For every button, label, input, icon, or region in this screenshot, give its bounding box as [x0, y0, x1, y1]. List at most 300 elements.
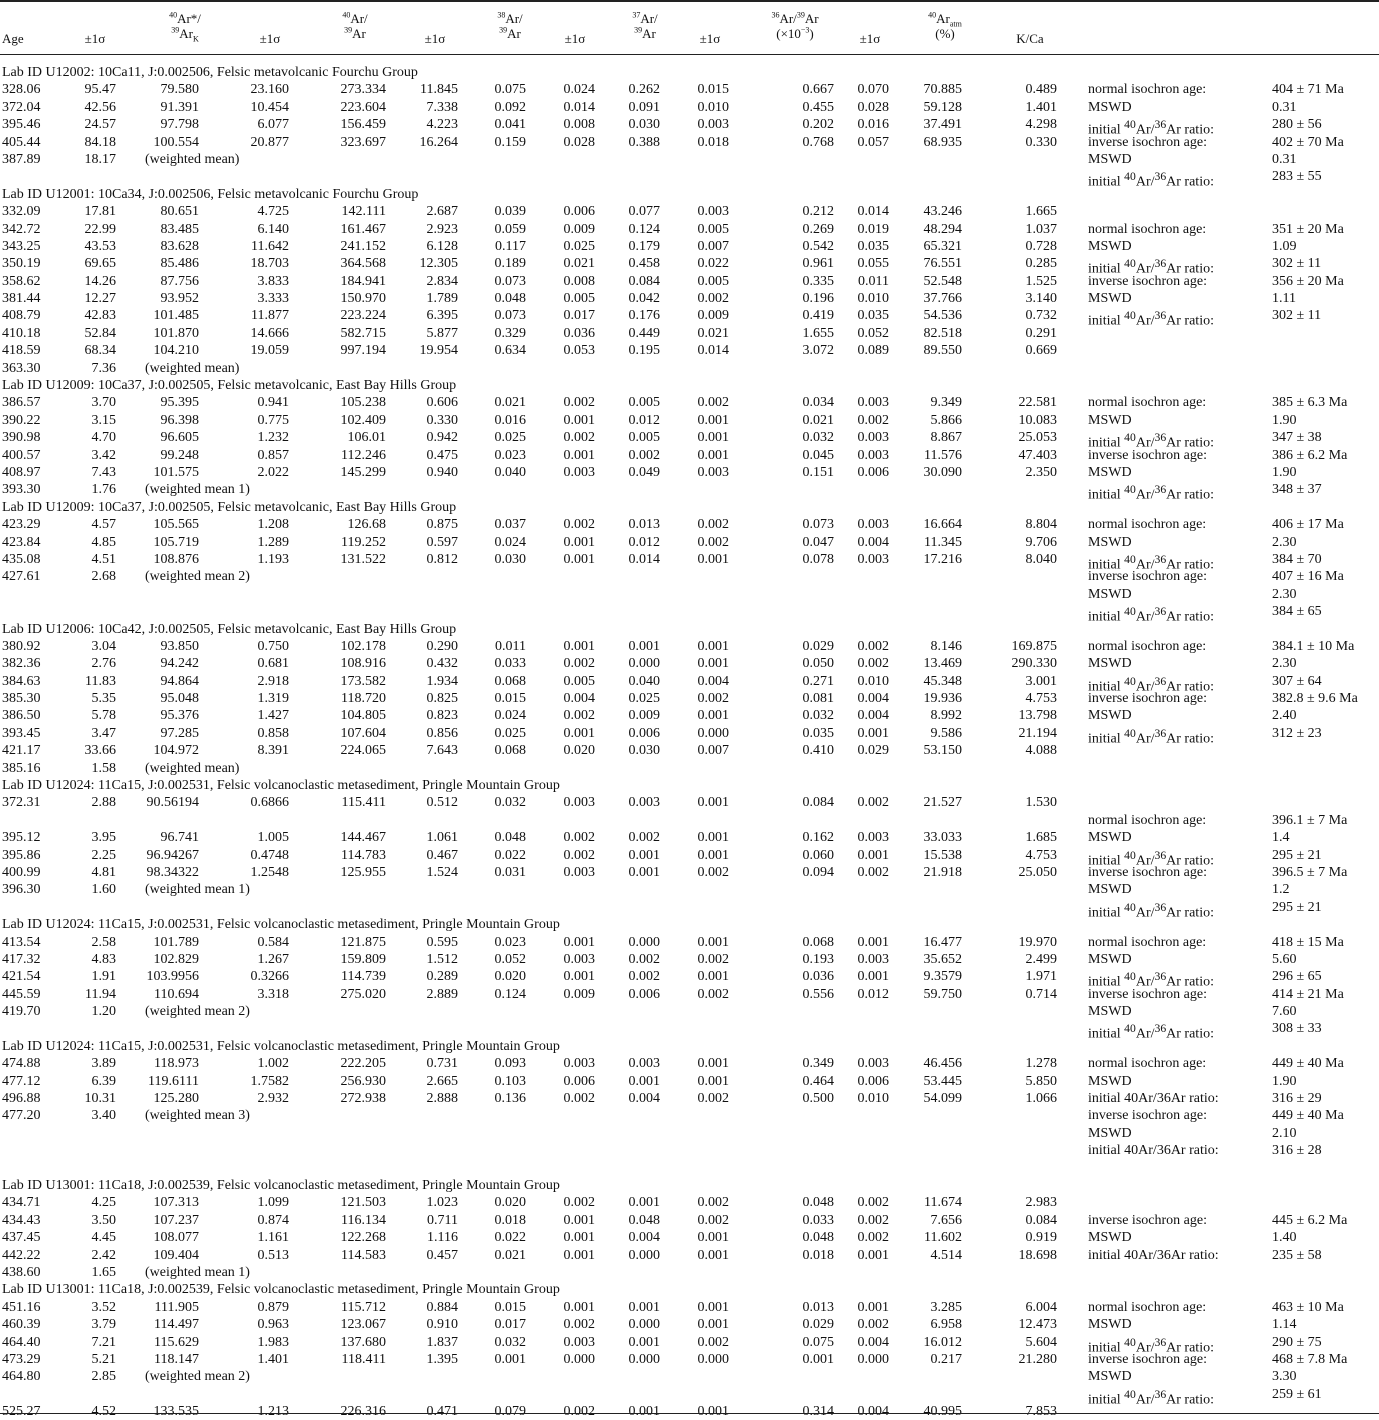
weighted-mean-row: [0, 151, 1379, 168]
value-cell: 5.877: [426, 325, 458, 341]
value-cell: 4.298: [1025, 117, 1057, 133]
value-cell: 6.004: [1025, 1299, 1057, 1315]
value-cell: 0.179: [628, 238, 660, 254]
age-cell: 342.72: [2, 221, 41, 237]
value-cell: 224.065: [340, 743, 386, 759]
isochron-label: initial $^{40}$Ar/$^{36}$Ar ratio:: [1088, 726, 1214, 747]
table-row: [0, 603, 1379, 625]
table-row: [0, 690, 1379, 707]
value-cell: 0.073: [494, 273, 526, 289]
isochron-label: inverse isochron age:: [1088, 569, 1207, 585]
isochron-value: 1.2: [1272, 882, 1290, 898]
value-cell: 1.319: [257, 691, 289, 707]
value-cell: 3.47: [91, 725, 116, 741]
value-cell: 0.002: [697, 1212, 729, 1228]
value-cell: 108.916: [340, 656, 386, 672]
value-cell: 3.04: [91, 638, 116, 654]
value-cell: 0.004: [857, 691, 889, 707]
value-cell: 0.269: [802, 221, 834, 237]
value-cell: 69.65: [84, 256, 116, 272]
value-cell: 0.006: [563, 1073, 595, 1089]
isochron-label: MSWD: [1088, 708, 1132, 724]
value-cell: 119.6111: [148, 1073, 199, 1089]
isochron-value: 402 ± 70 Ma: [1272, 134, 1344, 150]
age-cell: 451.16: [2, 1299, 41, 1315]
value-cell: 0.012: [857, 986, 889, 1002]
value-cell: 3.89: [91, 1056, 116, 1072]
value-cell: 0.669: [1025, 343, 1057, 359]
value-cell: 11.674: [924, 1195, 962, 1211]
value-cell: 2.68: [91, 569, 116, 585]
weighted-mean-label: (weighted mean 2): [145, 1369, 250, 1385]
value-cell: 0.4748: [250, 847, 289, 863]
value-cell: 0.006: [857, 1073, 889, 1089]
value-cell: 0.055: [857, 256, 889, 272]
isochron-label: inverse isochron age:: [1088, 691, 1207, 707]
column-header-atm: $^{40}Ar_{atm}$ (%): [928, 10, 962, 41]
value-cell: 0.856: [426, 725, 458, 741]
table-row: [0, 238, 1379, 255]
value-cell: 37.766: [923, 291, 962, 307]
isochron-label: initial $^{40}$Ar/$^{36}$Ar ratio:: [1088, 431, 1214, 451]
value-cell: 0.014: [563, 99, 595, 115]
value-cell: 0.003: [857, 395, 889, 411]
value-cell: 0.002: [697, 517, 729, 533]
value-cell: 19.059: [250, 343, 289, 359]
isochron-label: initial $^{40}$Ar/$^{36}$Ar ratio:: [1088, 848, 1214, 869]
table-row: [0, 290, 1379, 307]
value-cell: 0.271: [802, 673, 834, 689]
value-cell: 114.497: [154, 1317, 199, 1333]
value-cell: 0.750: [257, 638, 289, 654]
value-cell: 0.094: [802, 864, 834, 880]
value-cell: 122.268: [340, 1230, 386, 1246]
value-cell: 89.550: [923, 343, 962, 359]
value-cell: 52.548: [923, 273, 962, 289]
value-cell: 0.040: [628, 673, 660, 689]
table-row: [0, 1386, 1379, 1408]
value-cell: 0.020: [494, 1195, 526, 1211]
table-row: [0, 1142, 1379, 1159]
value-cell: 14.26: [84, 273, 116, 289]
value-cell: 0.004: [857, 708, 889, 724]
value-cell: 35.652: [923, 951, 962, 967]
value-cell: 222.205: [340, 1056, 386, 1072]
value-cell: 76.551: [923, 256, 962, 272]
value-cell: 0.874: [257, 1212, 289, 1228]
value-cell: 0.024: [494, 708, 526, 724]
value-cell: 10.083: [1018, 412, 1057, 428]
weighted-mean-label: (weighted mean 2): [145, 1004, 250, 1020]
value-cell: 52.84: [84, 325, 116, 341]
value-cell: 3.833: [257, 273, 289, 289]
value-cell: 6.140: [257, 221, 289, 237]
value-cell: 0.037: [494, 517, 526, 533]
value-cell: 0.052: [494, 951, 526, 967]
value-cell: 0.410: [802, 743, 834, 759]
value-cell: 1.023: [426, 1195, 458, 1211]
value-cell: 0.002: [628, 969, 660, 985]
table-row: [0, 1194, 1379, 1211]
weighted-mean-row: [0, 1107, 1379, 1124]
table-row: [0, 394, 1379, 411]
value-cell: 0.001: [697, 708, 729, 724]
age-cell: 386.50: [2, 708, 41, 724]
age-cell: 385.16: [2, 760, 41, 776]
value-cell: 0.002: [563, 1317, 595, 1333]
table-row: [0, 81, 1379, 98]
value-cell: 142.111: [341, 204, 386, 220]
age-cell: 477.20: [2, 1108, 41, 1124]
isochron-value: 404 ± 71 Ma: [1272, 82, 1344, 98]
value-cell: 0.017: [494, 1317, 526, 1333]
value-cell: 0.879: [257, 1299, 289, 1315]
isochron-label: normal isochron age:: [1088, 82, 1207, 98]
value-cell: 96.94267: [146, 847, 199, 863]
value-cell: 4.725: [257, 204, 289, 220]
age-cell: 328.06: [2, 82, 41, 98]
isochron-label: MSWD: [1088, 951, 1132, 967]
value-cell: 0.124: [494, 986, 526, 1002]
age-cell: 417.32: [2, 951, 41, 967]
value-cell: 1.525: [1025, 273, 1057, 289]
value-cell: 109.404: [153, 1247, 199, 1263]
value-cell: 118.720: [341, 691, 386, 707]
weighted-mean-label: (weighted mean 2): [145, 569, 250, 585]
value-cell: 0.010: [857, 673, 889, 689]
value-cell: 0.202: [802, 117, 834, 133]
value-cell: 5.21: [91, 1351, 116, 1367]
value-cell: 0.002: [697, 986, 729, 1002]
sample-group-title: [0, 621, 1379, 638]
value-cell: 0.001: [857, 1299, 889, 1315]
value-cell: 107.313: [153, 1195, 199, 1211]
value-cell: 0.6866: [250, 795, 289, 811]
value-cell: 0.001: [697, 430, 729, 446]
value-cell: 0.004: [628, 1091, 660, 1107]
isochron-value: 449 ± 40 Ma: [1272, 1056, 1344, 1072]
age-cell: 445.59: [2, 986, 41, 1002]
table-row: [0, 203, 1379, 220]
value-cell: 0.196: [802, 291, 834, 307]
column-header-age: Age: [2, 31, 24, 46]
value-cell: 0.290: [426, 638, 458, 654]
table-row: [0, 586, 1379, 603]
value-cell: 131.522: [340, 551, 386, 567]
value-cell: 0.004: [697, 673, 729, 689]
value-cell: 0.136: [494, 1091, 526, 1107]
column-header-a37: $^{37}$Ar/ $^{39}$Ar: [632, 10, 658, 41]
value-cell: 96.398: [160, 412, 199, 428]
value-cell: 33.033: [923, 830, 962, 846]
age-cell: 421.54: [2, 969, 41, 985]
isochron-value: 382.8 ± 9.6 Ma: [1272, 691, 1358, 707]
value-cell: 0.023: [494, 934, 526, 950]
age-cell: 343.25: [2, 238, 41, 254]
isochron-label: MSWD: [1088, 534, 1132, 550]
value-cell: 53.150: [923, 743, 962, 759]
value-cell: 17.81: [84, 204, 116, 220]
age-cell: 384.63: [2, 673, 41, 689]
value-cell: 1.005: [257, 830, 289, 846]
value-cell: 1.208: [257, 517, 289, 533]
column-header-ark: $^{40}$Ar*/ $^{39}Ar_K$: [169, 10, 201, 44]
isochron-label: MSWD: [1088, 1125, 1132, 1141]
table-row: [0, 1316, 1379, 1333]
isochron-value: 0.31: [1272, 151, 1297, 167]
value-cell: 0.004: [857, 534, 889, 550]
isochron-value: 418 ± 15 Ma: [1272, 934, 1344, 950]
value-cell: 0.003: [697, 204, 729, 220]
age-cell: 372.31: [2, 795, 41, 811]
value-cell: 0.775: [257, 412, 289, 428]
value-cell: 125.280: [153, 1091, 199, 1107]
value-cell: 0.001: [697, 656, 729, 672]
value-cell: 0.000: [563, 1351, 595, 1367]
value-cell: 0.349: [802, 1056, 834, 1072]
table-row: [0, 794, 1379, 811]
value-cell: 0.020: [563, 743, 595, 759]
age-cell: 421.17: [2, 743, 41, 759]
isochron-label: initial 40Ar/36Ar ratio:: [1088, 1091, 1219, 1107]
value-cell: 30.090: [923, 464, 962, 480]
value-cell: 47.403: [1018, 447, 1057, 463]
value-cell: 0.489: [1025, 82, 1057, 98]
isochron-label: normal isochron age:: [1088, 638, 1207, 654]
value-cell: 8.867: [930, 430, 962, 446]
weighted-mean-row: [0, 1003, 1379, 1020]
value-cell: 0.001: [697, 412, 729, 428]
value-cell: 0.858: [257, 725, 289, 741]
value-cell: 42.56: [84, 99, 116, 115]
value-cell: 90.56194: [146, 795, 199, 811]
value-cell: 33.66: [84, 743, 116, 759]
value-cell: 0.002: [563, 708, 595, 724]
value-cell: 7.21: [91, 1334, 116, 1350]
value-cell: 11.845: [420, 82, 458, 98]
table-row: [0, 1334, 1379, 1356]
value-cell: 0.103: [494, 1073, 526, 1089]
table-row: [0, 1160, 1379, 1177]
value-cell: 16.264: [419, 134, 458, 150]
value-cell: 0.003: [857, 830, 889, 846]
value-cell: 0.005: [628, 430, 660, 446]
weighted-mean-row: [0, 481, 1379, 504]
value-cell: 107.604: [340, 725, 386, 741]
value-cell: 8.992: [930, 708, 962, 724]
table-row: [0, 986, 1379, 1003]
weighted-mean-row: [0, 568, 1379, 585]
value-cell: 7.43: [91, 464, 116, 480]
value-cell: 137.680: [340, 1334, 386, 1350]
value-cell: 997.194: [340, 343, 386, 359]
isochron-value: 2.10: [1272, 1125, 1297, 1141]
value-cell: 0.036: [802, 969, 834, 985]
value-cell: 1.278: [1025, 1056, 1057, 1072]
value-cell: 1.401: [257, 1351, 289, 1367]
isochron-value: 1.90: [1272, 1073, 1297, 1089]
value-cell: 21.918: [923, 864, 962, 880]
value-cell: 5.850: [1025, 1073, 1057, 1089]
value-cell: 1.395: [426, 1351, 458, 1367]
value-cell: 2.983: [1025, 1195, 1057, 1211]
value-cell: 0.001: [697, 1056, 729, 1072]
value-cell: 103.9956: [146, 969, 199, 985]
value-cell: 0.419: [802, 308, 834, 324]
isochron-value: 295 ± 21: [1272, 847, 1322, 863]
value-cell: 2.42: [91, 1247, 116, 1263]
value-cell: 22.581: [1018, 395, 1057, 411]
value-cell: 0.001: [563, 1230, 595, 1246]
value-cell: 0.012: [628, 412, 660, 428]
value-cell: 2.88: [91, 795, 116, 811]
value-cell: 0.001: [563, 638, 595, 654]
isochron-label: inverse isochron age:: [1088, 986, 1207, 1002]
value-cell: 0.024: [494, 534, 526, 550]
value-cell: 1.116: [427, 1230, 458, 1246]
age-cell: 363.30: [2, 360, 41, 376]
value-cell: 94.242: [160, 656, 199, 672]
value-cell: 79.580: [160, 82, 199, 98]
table-row: [0, 829, 1379, 846]
table-row: [0, 1073, 1379, 1090]
value-cell: 1.061: [426, 830, 458, 846]
value-cell: 0.940: [426, 464, 458, 480]
value-cell: 80.651: [160, 204, 199, 220]
weighted-mean-row: [0, 1368, 1379, 1385]
value-cell: 1.099: [257, 1195, 289, 1211]
value-cell: 0.001: [697, 1230, 729, 1246]
table-row: [0, 447, 1379, 464]
value-cell: 118.411: [341, 1351, 386, 1367]
age-cell: 423.84: [2, 534, 41, 550]
value-cell: 37.491: [923, 117, 962, 133]
value-cell: 0.003: [857, 517, 889, 533]
isochron-label: MSWD: [1088, 99, 1132, 115]
value-cell: 7.643: [426, 743, 458, 759]
value-cell: 2.022: [257, 464, 289, 480]
value-cell: 4.85: [91, 534, 116, 550]
isochron-label: MSWD: [1088, 1369, 1132, 1385]
value-cell: 4.83: [91, 951, 116, 967]
value-cell: 118.973: [154, 1056, 199, 1072]
value-cell: 0.001: [697, 1247, 729, 1263]
age-cell: 393.45: [2, 725, 41, 741]
value-cell: 5.604: [1025, 1334, 1057, 1350]
value-cell: 0.513: [257, 1247, 289, 1263]
value-cell: 1.2548: [250, 864, 289, 880]
table-body: [0, 64, 1379, 1420]
value-cell: 0.053: [563, 343, 595, 359]
group-label: Lab ID U12024: 11Ca15, J:0.002531, Felsic volcanoclastic metasediment, Pringle Mountain Group: [2, 778, 560, 794]
value-cell: 17.216: [923, 551, 962, 567]
isochron-label: initial 40Ar/36Ar ratio:: [1088, 1143, 1219, 1159]
value-cell: 0.330: [1025, 134, 1057, 150]
group-label: Lab ID U12002: 10Ca11, J:0.002506, Felsic metavolcanic Fourchu Group: [2, 65, 418, 80]
value-cell: 0.001: [857, 969, 889, 985]
table-row: [0, 325, 1379, 342]
table-row: [0, 168, 1379, 190]
value-cell: 0.124: [628, 221, 660, 237]
value-cell: 111.905: [154, 1299, 199, 1315]
value-cell: 83.485: [160, 221, 199, 237]
value-cell: 8.391: [257, 743, 289, 759]
table-row: [0, 1212, 1379, 1229]
value-cell: 0.001: [857, 725, 889, 741]
value-cell: 0.002: [563, 830, 595, 846]
value-cell: 0.262: [628, 82, 660, 98]
value-cell: 0.000: [628, 934, 660, 950]
value-cell: 53.445: [923, 1073, 962, 1089]
isochron-label: inverse isochron age:: [1088, 134, 1207, 150]
value-cell: 3.318: [257, 986, 289, 1002]
value-cell: 8.040: [1025, 551, 1057, 567]
value-cell: 0.001: [563, 969, 595, 985]
value-cell: 0.017: [563, 308, 595, 324]
value-cell: 0.732: [1025, 308, 1057, 324]
value-cell: 1.401: [1025, 99, 1057, 115]
value-cell: 0.068: [494, 673, 526, 689]
value-cell: 4.51: [91, 551, 116, 567]
value-cell: 0.002: [857, 1212, 889, 1228]
value-cell: 0.029: [802, 1317, 834, 1333]
value-cell: 43.53: [84, 238, 116, 254]
value-cell: 16.664: [923, 517, 962, 533]
weighted-mean-label: (weighted mean): [145, 360, 240, 376]
isochron-value: 449 ± 40 Ma: [1272, 1108, 1344, 1124]
table-row: [0, 429, 1379, 451]
value-cell: 159.809: [340, 951, 386, 967]
column-header-sd5: ±1σ: [699, 31, 721, 46]
value-cell: 102.178: [340, 638, 386, 654]
value-cell: 0.029: [802, 638, 834, 654]
value-cell: 0.825: [426, 691, 458, 707]
isochron-value: 351 ± 20 Ma: [1272, 221, 1344, 237]
column-header-sd4: ±1σ: [564, 31, 586, 46]
age-cell: 390.22: [2, 412, 41, 428]
value-cell: 0.048: [628, 1212, 660, 1228]
weighted-mean-label: (weighted mean 1): [145, 882, 250, 898]
value-cell: 0.048: [494, 830, 526, 846]
value-cell: 0.077: [628, 204, 660, 220]
value-cell: 0.002: [697, 1091, 729, 1107]
value-cell: 4.25: [91, 1195, 116, 1211]
value-cell: 0.457: [426, 1247, 458, 1263]
value-cell: 4.45: [91, 1230, 116, 1246]
weighted-mean-label: (weighted mean 3): [145, 1108, 250, 1124]
value-cell: 3.001: [1025, 673, 1057, 689]
age-cell: 395.46: [2, 117, 41, 133]
value-cell: 54.536: [923, 308, 962, 324]
value-cell: 0.942: [426, 430, 458, 446]
value-cell: 16.012: [923, 1334, 962, 1350]
value-cell: 0.015: [494, 691, 526, 707]
value-cell: 94.864: [160, 673, 199, 689]
value-cell: 11.576: [924, 447, 962, 463]
value-cell: 0.512: [426, 795, 458, 811]
isochron-value: 414 ± 21 Ma: [1272, 986, 1344, 1002]
value-cell: 0.857: [257, 447, 289, 463]
isochron-label: initial 40Ar/36Ar ratio:: [1088, 1247, 1219, 1263]
value-cell: 0.033: [494, 656, 526, 672]
value-cell: 0.002: [857, 638, 889, 654]
isochron-label: MSWD: [1088, 238, 1132, 254]
value-cell: 0.013: [802, 1299, 834, 1315]
value-cell: 0.007: [697, 238, 729, 254]
value-cell: 24.57: [84, 117, 116, 133]
isochron-label: MSWD: [1088, 830, 1132, 846]
value-cell: 0.050: [802, 656, 834, 672]
